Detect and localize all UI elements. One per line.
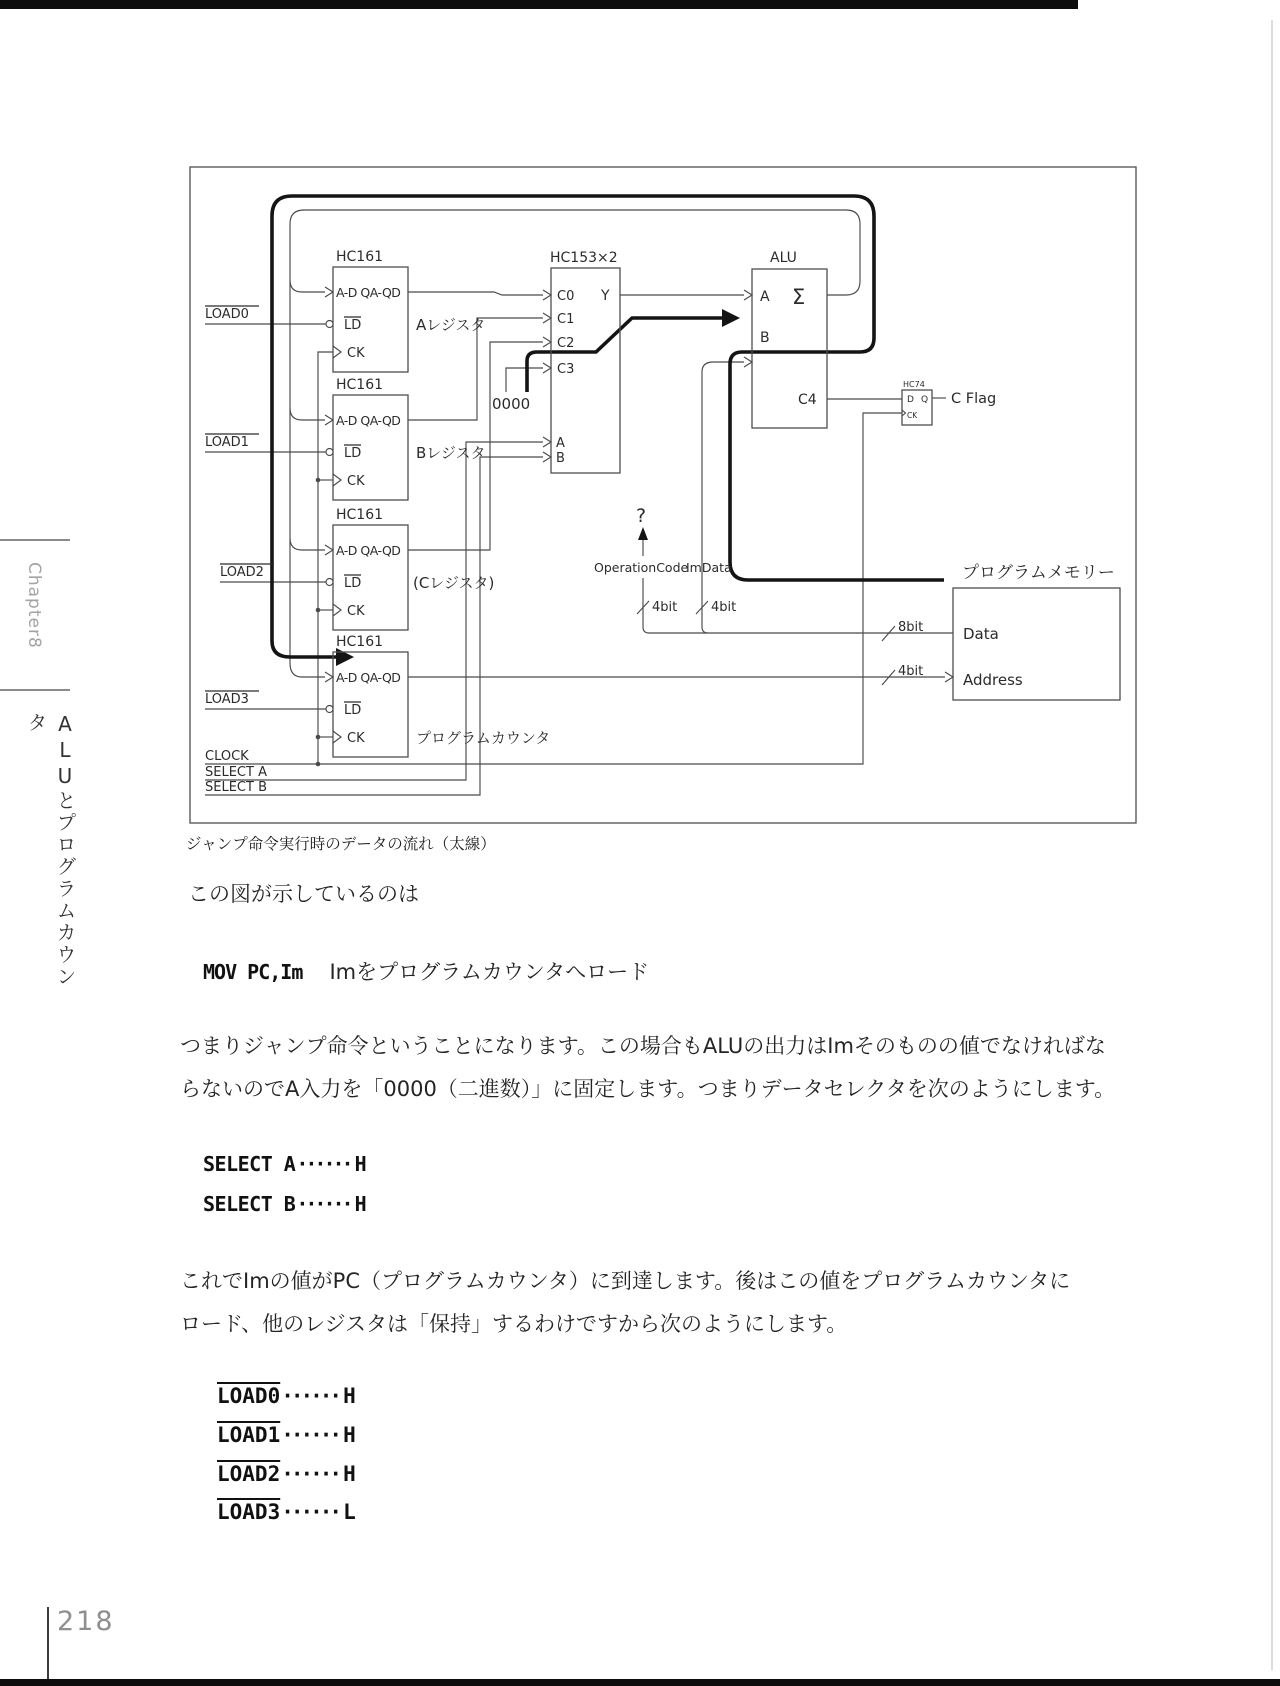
data-bus-wires	[637, 357, 953, 641]
instruction-line	[203, 956, 649, 986]
c0-label: C0	[557, 289, 575, 304]
chip-label: ALU	[770, 250, 797, 266]
instruction-desc: Imをプログラムカウンタへロード	[329, 960, 650, 984]
signal-value: H	[343, 1462, 356, 1486]
select-b-pin: B	[556, 451, 565, 466]
load0-label: LOAD0	[205, 307, 249, 322]
data-port: Data	[963, 625, 999, 643]
imdata-label: ImData	[686, 560, 732, 575]
alu-a-pin: A	[760, 289, 770, 305]
register-b	[205, 377, 485, 500]
c3-label: C3	[557, 362, 575, 377]
signal-name: SELECT B	[203, 1192, 296, 1216]
pin-label: A-D QA-QD	[336, 413, 401, 428]
paragraph1-line1: つまりジャンプ命令ということになります。この場合もALUの出力はImそのものの値でなければな	[180, 1034, 1106, 1058]
register-name: Bレジスタ	[416, 444, 486, 462]
load1-setting	[217, 1423, 356, 1447]
register-name: (Cレジスタ)	[413, 574, 495, 592]
leader-dots: ······	[281, 1384, 340, 1408]
ld-pin-label: LD	[344, 576, 362, 591]
y-label: Y	[601, 288, 610, 304]
signal-name: LOAD0	[217, 1384, 281, 1408]
select-b-label: SELECT B	[205, 780, 267, 795]
clock-wires	[205, 352, 902, 766]
select-a-setting	[203, 1152, 366, 1176]
alu-b-pin: B	[760, 330, 770, 346]
pin-label: A-D QA-QD	[336, 285, 401, 300]
paragraph1-line2: らないのでA入力を「0000（二進数）」に固定します。つまりデータセレクタを次のようにします。	[180, 1077, 1116, 1101]
figure-frame	[190, 167, 1136, 823]
intro-text: この図が示しているのは	[188, 882, 419, 906]
leader-dots: ······	[296, 1152, 351, 1176]
leader-dots: ······	[281, 1423, 340, 1447]
ck-pin-label: CK	[347, 346, 365, 361]
c1-label: C1	[557, 312, 575, 327]
paragraph2-line1: これでImの値がPC（プログラムカウンタ）に到達します。後はこの値をプログラムカウンタに	[180, 1269, 1071, 1293]
page-number: 218	[57, 1606, 115, 1637]
chip-label: HC161	[336, 634, 384, 650]
ck-pin-label: CK	[347, 731, 365, 746]
q-pin: Q	[921, 395, 929, 405]
chip-label: HC161	[336, 377, 384, 393]
ld-pin-label: LD	[344, 318, 362, 333]
selector-output-wire	[620, 290, 752, 300]
chip-label: HC74	[903, 380, 925, 389]
ck-pin-label: CK	[347, 474, 365, 489]
register-c	[220, 507, 494, 630]
address-bus-wire	[408, 670, 953, 685]
leader-dots: ······	[281, 1500, 340, 1524]
pin-label: A-D QA-QD	[336, 543, 401, 558]
data-selector	[550, 250, 620, 473]
pin-label: A-D QA-QD	[336, 670, 401, 685]
chapter-title: ALUとプログラムカウンタ	[24, 712, 77, 988]
page-number-rule	[47, 1607, 49, 1681]
load2-label: LOAD2	[220, 565, 264, 580]
memory-title: プログラムメモリー	[962, 563, 1115, 583]
select-b-setting	[203, 1192, 366, 1216]
ck-pin: CK	[907, 411, 918, 420]
chip-label: HC161	[336, 507, 384, 523]
program-counter	[205, 634, 550, 757]
chip-label: HC161	[336, 249, 384, 265]
program-memory	[953, 563, 1120, 700]
scan-bottom-bar	[0, 1679, 1280, 1686]
c4-pin: C4	[798, 392, 817, 408]
signal-name: SELECT A	[203, 1152, 296, 1176]
load3-label: LOAD3	[205, 692, 249, 707]
address-port: Address	[963, 671, 1023, 689]
ld-pin-label: LD	[344, 446, 362, 461]
c-flag-label: C Flag	[951, 391, 997, 407]
signal-value: H	[343, 1423, 356, 1447]
signal-name: LOAD1	[217, 1423, 281, 1447]
figure-caption: ジャンプ命令実行時のデータの流れ（太線）	[186, 835, 496, 853]
constant-0000: 0000	[492, 395, 531, 413]
chapter-label: Chapter8	[24, 562, 44, 649]
clock-label: CLOCK	[205, 749, 249, 764]
select-a-pin: A	[556, 436, 565, 451]
carry-flipflop	[902, 380, 996, 425]
signal-name: LOAD3	[217, 1500, 281, 1524]
alu	[752, 250, 827, 428]
d-pin: D	[907, 395, 914, 405]
load-wires	[205, 324, 326, 709]
signal-value: H	[343, 1384, 356, 1408]
leader-dots: ······	[296, 1192, 351, 1216]
chip-label: HC153×2	[550, 250, 618, 266]
opcode-label: OperationCode	[594, 560, 689, 575]
c2-label: C2	[557, 336, 575, 351]
register-name: Aレジスタ	[416, 316, 486, 334]
instruction-code: MOV PC,Im	[203, 960, 303, 984]
question-mark: ?	[636, 505, 647, 527]
signal-name: LOAD2	[217, 1462, 281, 1486]
ld-pin-label: LD	[344, 703, 362, 718]
select-a-label: SELECT A	[205, 765, 267, 780]
signal-value: L	[343, 1500, 356, 1524]
data-width: 8bit	[898, 620, 924, 635]
register-name: プログラムカウンタ	[416, 729, 551, 747]
load2-setting	[217, 1462, 356, 1486]
address-width: 4bit	[898, 664, 924, 679]
sigma-symbol: Σ	[792, 285, 806, 309]
imdata-width: 4bit	[711, 600, 737, 615]
load0-setting	[217, 1384, 356, 1408]
leader-dots: ······	[281, 1462, 340, 1486]
load1-label: LOAD1	[205, 435, 249, 450]
paragraph2-line2: ロード、他のレジスタは「保持」するわけですから次のようにします。	[180, 1312, 848, 1336]
signal-value: H	[354, 1192, 367, 1216]
signal-value: H	[354, 1152, 367, 1176]
ck-pin-label: CK	[347, 604, 365, 619]
opcode-width: 4bit	[652, 600, 678, 615]
sum-feedback-wires	[290, 210, 860, 677]
load3-setting	[217, 1500, 356, 1524]
register-a	[205, 249, 485, 372]
